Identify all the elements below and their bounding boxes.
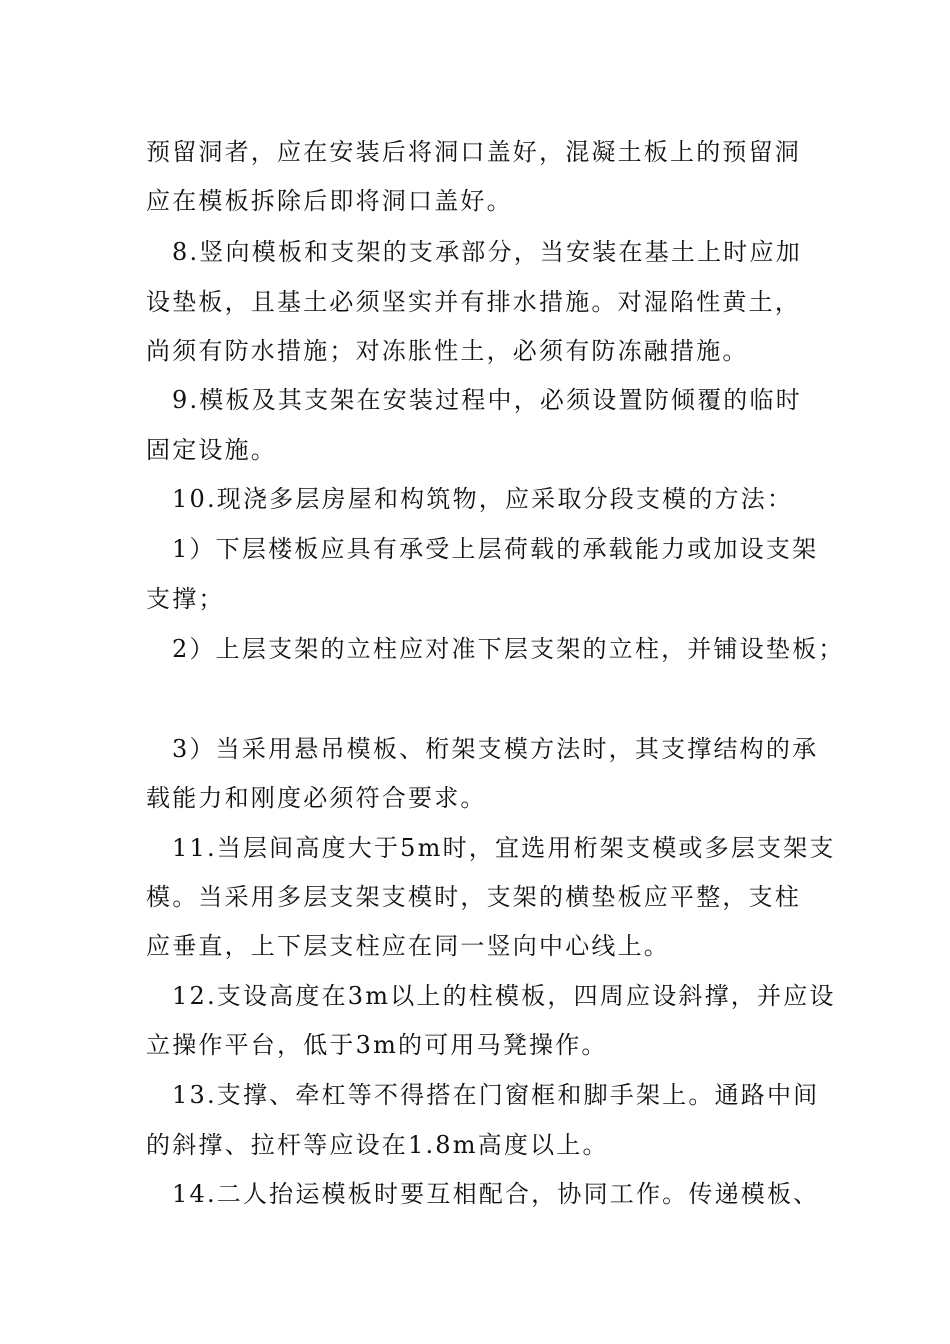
subitem-1-start: 1）下层楼板应具有承受上层荷载的承载能力或加设支架 <box>172 535 819 563</box>
text-line: 应垂直，上下层支柱应在同一竖向中心线上。 <box>146 932 670 960</box>
text-line: 的斜撑、拉杆等应设在1.8m高度以上。 <box>146 1131 609 1159</box>
paragraph-13-start: 13.支撑、牵杠等不得搭在门窗框和脚手架上。通路中间 <box>172 1081 820 1109</box>
paragraph-11-start: 11.当层间高度大于5m时，宜选用桁架支模或多层支架支 <box>172 834 836 862</box>
text-line: 支撑； <box>146 585 225 613</box>
text-line: 尚须有防水措施；对冻胀性土，必须有防冻融措施。 <box>146 337 749 365</box>
subitem-3-start: 3）当采用悬吊模板、桁架支模方法时，其支撑结构的承 <box>172 735 819 763</box>
text-line: 模。当采用多层支架支模时，支架的横垫板应平整，支柱 <box>146 883 801 911</box>
subitem-2: 2）上层支架的立柱应对准下层支架的立柱，并铺设垫板； <box>172 635 845 663</box>
paragraph-9-start: 9.模板及其支架在安装过程中，必须设置防倾覆的临时 <box>172 386 802 414</box>
paragraph-10-start: 10.现浇多层房屋和构筑物，应采取分段支模的方法： <box>172 485 794 513</box>
text-line: 预留洞者，应在安装后将洞口盖好，混凝土板上的预留洞 <box>146 138 801 166</box>
text-line: 固定设施。 <box>146 436 277 464</box>
paragraph-8-start: 8.竖向模板和支架的支承部分，当安装在基土上时应加 <box>172 238 802 266</box>
text-line: 应在模板拆除后即将洞口盖好。 <box>146 187 513 215</box>
text-line: 设垫板，且基土必须坚实并有排水措施。对湿陷性黄土， <box>146 288 801 316</box>
paragraph-12-start: 12.支设高度在3m以上的柱模板，四周应设斜撑，并应设 <box>172 982 836 1010</box>
text-line: 载能力和刚度必须符合要求。 <box>146 784 487 812</box>
text-line: 立操作平台，低于3m的可用马凳操作。 <box>146 1031 608 1059</box>
paragraph-14-start: 14.二人抬运模板时要互相配合，协同工作。传递模板、 <box>172 1180 820 1208</box>
